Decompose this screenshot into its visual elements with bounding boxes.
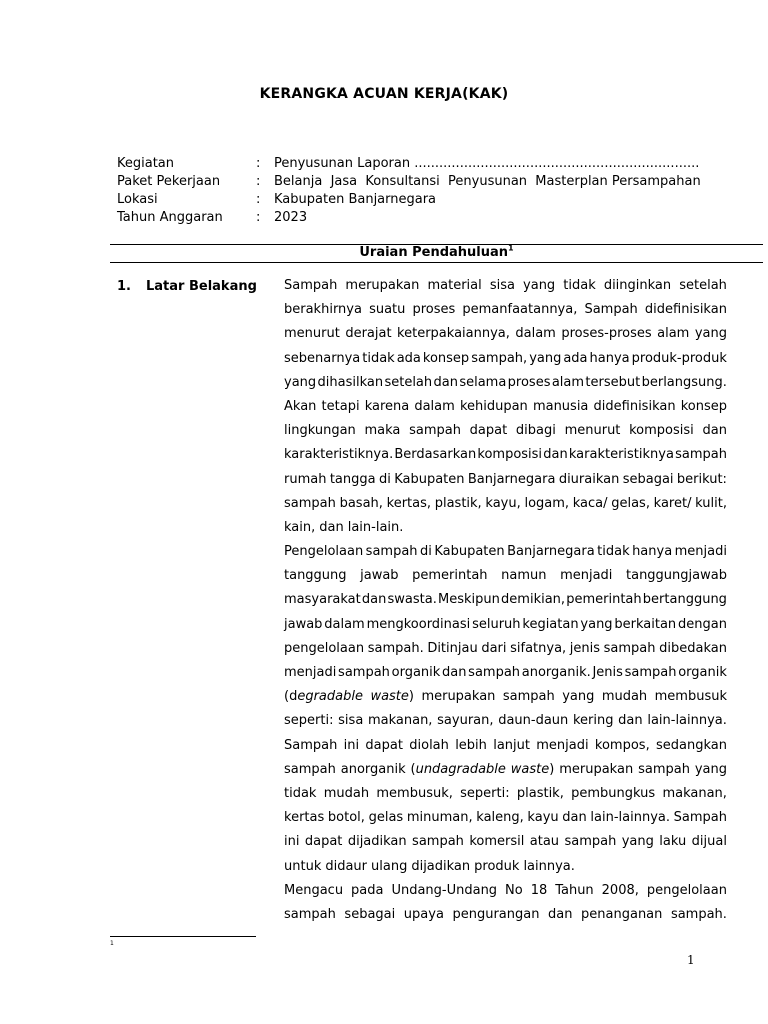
body-word: Kabupaten [434, 544, 505, 560]
body-line [284, 685, 727, 709]
body-word: diinginkan [603, 278, 672, 293]
body-word: Pengelolaan [284, 544, 364, 560]
body-word: kaleng, [476, 810, 524, 826]
body-word: manusia [532, 398, 589, 414]
meta-colon: : [256, 192, 261, 207]
body-text [284, 274, 727, 927]
body-line [284, 830, 727, 854]
body-word: menurut [564, 423, 621, 439]
body-word: mudah [601, 689, 648, 705]
body-word: jawab [284, 616, 323, 632]
body-word: di [378, 471, 391, 487]
body-word: kulit, [695, 495, 727, 511]
body-word: Ditinjau [427, 640, 478, 656]
body-word: produk [474, 858, 520, 874]
body-word: kain, [284, 519, 316, 535]
body-word: ada [396, 350, 421, 366]
body-word: lebih [455, 737, 487, 753]
body-word: organik [678, 665, 727, 680]
body-word: mudah [323, 785, 370, 801]
body-line [284, 734, 727, 758]
meta-row-paket-pekerjaan [117, 173, 701, 191]
body-word: alam [657, 326, 690, 342]
body-word: lainnya. [523, 858, 575, 874]
body-word: waste) [370, 689, 414, 705]
meta-row-tahun-anggaran [117, 209, 701, 227]
body-line [284, 395, 727, 419]
body-word: komposisi [477, 447, 543, 463]
body-word: demikian, [501, 592, 566, 608]
body-word: menjadi [674, 544, 727, 560]
body-word: botol, [327, 810, 365, 826]
body-word: Tahun [555, 882, 594, 898]
body-word: jawab [360, 568, 399, 584]
body-line [284, 709, 727, 733]
body-word: didefinisikan [593, 398, 676, 414]
body-word: kegiatan [522, 616, 579, 632]
body-word: dan [562, 810, 587, 826]
body-word: sisa [338, 713, 364, 729]
body-word: bertanggung [642, 592, 727, 608]
meta-row-lokasi [117, 191, 701, 209]
body-word: waste) [510, 761, 555, 777]
body-word: membusuk [654, 689, 727, 705]
body-word: sisa [489, 278, 515, 293]
body-line [284, 274, 727, 298]
body-word: Sampah [584, 302, 638, 318]
body-word: yang [694, 761, 727, 777]
section-heading-text: Uraian Pendahuluan [359, 245, 509, 260]
body-word: karakteristiknya [568, 447, 674, 463]
body-word: makanan, [662, 785, 727, 801]
body-word: yang [621, 834, 654, 850]
footnote-divider [110, 936, 256, 937]
body-word: didefinisikan [644, 302, 727, 318]
body-word: yang [580, 616, 613, 632]
body-word: lain-lainnya. [647, 713, 727, 729]
body-word: material [427, 278, 482, 293]
body-line [284, 855, 727, 879]
body-word: produk-produk [631, 350, 727, 366]
body-word: gelas, [611, 495, 650, 511]
body-word: keterpakaiannya, [397, 326, 510, 342]
body-word: suatu [369, 302, 406, 318]
body-word: berakhirnya [284, 302, 362, 318]
body-word: kompos, [594, 737, 650, 753]
body-word: dapat [469, 423, 508, 439]
body-word: dalam [414, 398, 455, 414]
body-word: minuman, [406, 810, 473, 826]
body-word: sebagai [344, 906, 396, 922]
body-word: seperti: [284, 713, 334, 729]
body-word: sampah [412, 834, 464, 850]
body-word: basah, [339, 495, 383, 511]
body-word: menjadi [284, 665, 337, 680]
body-word: kaca/ [572, 495, 608, 511]
body-word: sampah [675, 447, 727, 463]
body-word: hanya [589, 350, 630, 366]
body-word: dan [319, 519, 344, 535]
body-word: tidak [284, 785, 317, 801]
body-word: (degradable [284, 689, 363, 705]
body-word: logam, [524, 495, 570, 511]
body-word: seluruh [472, 616, 521, 632]
body-line [284, 443, 727, 467]
meta-value: Penyusunan Laporan ..................................................................... [274, 156, 700, 171]
body-word: ada [563, 350, 588, 366]
footnote-mark: 1 [110, 940, 114, 947]
body-word: 2008, [601, 882, 639, 898]
body-word: anorganik [340, 761, 406, 777]
body-word: (undagradable [410, 761, 506, 777]
body-word: komposisi [629, 423, 694, 439]
body-word: konsep [680, 398, 727, 414]
body-word: diolah [409, 737, 449, 753]
body-word: makanan, [367, 713, 433, 729]
meta-value: Kabupaten Banjarnegara [274, 192, 437, 207]
body-word: komersil [469, 834, 525, 850]
body-word: tidak [597, 544, 630, 560]
body-word: Kabupaten [394, 471, 465, 487]
body-word: di [420, 544, 432, 560]
body-line [284, 637, 727, 661]
body-line [284, 782, 727, 806]
body-word: kertas, [386, 495, 432, 511]
body-word: proses [412, 302, 456, 318]
body-word: dan [702, 423, 727, 439]
body-word: sebagai [622, 471, 674, 487]
body-word: sampah [284, 495, 336, 511]
body-word: dan [361, 592, 387, 608]
body-word: diuraikan [558, 471, 620, 487]
body-word: setelah [384, 374, 433, 390]
body-word: dari [481, 640, 507, 656]
body-word: merupakan [421, 689, 496, 705]
body-word: No [505, 882, 523, 898]
body-word: dijadikan [347, 834, 407, 850]
body-word: lain-lain. [347, 519, 404, 535]
body-word: sampah [338, 665, 390, 680]
body-line [284, 540, 727, 564]
body-word: Sampah [673, 810, 727, 826]
body-word: sampah [564, 834, 617, 850]
body-word: lain-lainnya. [590, 810, 670, 826]
body-word: dapat [365, 737, 403, 753]
body-word: dibagi [515, 423, 556, 439]
body-word: upaya [403, 906, 444, 922]
body-word: karet/ [653, 495, 692, 511]
body-line [284, 298, 727, 322]
body-word: sampah [638, 761, 690, 777]
document-meta [117, 155, 701, 227]
body-word: seperti: [460, 785, 510, 801]
body-word: membusuk, [376, 785, 453, 801]
meta-colon: : [256, 156, 261, 171]
body-word: plastik, [434, 495, 482, 511]
body-word: konsep [422, 350, 470, 366]
body-word: yang [523, 278, 556, 293]
body-word: tanggung [284, 568, 347, 584]
body-word: sebenarnya [284, 350, 361, 366]
body-word: plastik, [516, 785, 564, 801]
footnote-reference: 1 [508, 243, 514, 253]
body-word: berlangsung. [641, 374, 727, 390]
body-word: sampah [284, 906, 336, 922]
body-word: tetapi [321, 398, 360, 414]
body-word: pengelolaan [284, 640, 365, 656]
body-word: daun-daun [498, 713, 569, 729]
body-line [284, 879, 727, 903]
meta-label: Paket Pekerjaan [117, 174, 221, 189]
body-word: untuk [284, 858, 322, 874]
section-heading [110, 245, 763, 261]
body-word: tidak [563, 278, 596, 293]
body-word: organik [391, 665, 441, 680]
body-word: sampah [624, 665, 677, 680]
body-line [284, 661, 727, 685]
body-line [284, 468, 727, 492]
body-word: Sampah [284, 278, 338, 293]
body-word: yang [562, 689, 595, 705]
body-word: tanggungjawab [626, 568, 727, 584]
body-word: tersebut [585, 374, 641, 390]
body-word: lingkungan [284, 423, 356, 439]
body-word: jenis [569, 640, 601, 656]
body-word: sampah [409, 423, 461, 439]
body-word: ulang [371, 858, 408, 874]
body-word: dijual [691, 834, 727, 850]
body-word: sifatnya, [510, 640, 567, 656]
body-word: kayu [527, 810, 559, 826]
body-word: sayuran, [437, 713, 494, 729]
body-word: sampah. [367, 640, 424, 656]
body-line [284, 806, 727, 830]
body-word: pada [351, 882, 384, 898]
body-word: penanganan [581, 906, 663, 922]
meta-label: Kegiatan [117, 156, 175, 171]
meta-colon: : [256, 210, 261, 225]
body-word: alam [551, 374, 585, 390]
body-word: berkaitan [614, 616, 677, 632]
body-word: merupakan [559, 761, 634, 777]
body-word: masyarakat [284, 592, 361, 608]
body-word: Mengacu [284, 882, 344, 898]
body-word: pembungkus [571, 785, 656, 801]
body-word: sampah, [471, 350, 528, 366]
body-line [284, 516, 727, 540]
body-line [284, 758, 727, 782]
body-word: sampah [468, 665, 521, 680]
body-word: menjadi [536, 737, 589, 753]
body-word: tangga [329, 471, 376, 487]
body-word: kayu, [485, 495, 521, 511]
body-word: Banjarnegara [467, 471, 556, 487]
body-word: yang [284, 374, 317, 390]
section-divider-bottom [110, 262, 763, 263]
body-line [284, 903, 727, 927]
body-word: Undang-Undang [391, 882, 498, 898]
document-title: KERANGKA ACUAN KERJA(KAK) [259, 86, 509, 102]
body-word: proses-proses [561, 326, 652, 342]
body-word: proses [507, 374, 551, 390]
body-line [284, 588, 727, 612]
item-number: 1. [117, 279, 131, 294]
page-number: 1 [687, 953, 695, 967]
body-word: atau [529, 834, 560, 850]
body-line [284, 322, 727, 346]
body-word: lanjut [493, 737, 530, 753]
body-word: tidak [362, 350, 395, 366]
body-word: kehidupan [459, 398, 528, 414]
body-word: menurut [284, 326, 340, 342]
body-word: Berdasarkan [394, 447, 477, 463]
item-label: Latar Belakang [146, 279, 257, 294]
body-word: Sampah [284, 737, 338, 753]
body-word: dan [433, 374, 458, 390]
body-word: mengkoordinasi [366, 616, 471, 632]
body-line [284, 492, 727, 516]
body-word: 18 [530, 882, 548, 898]
body-word: selama [459, 374, 507, 390]
body-word: ini [343, 737, 360, 753]
body-word: dan [548, 906, 573, 922]
body-word: derajat [345, 326, 392, 342]
body-word: sampah [603, 640, 656, 656]
body-word: laku [659, 834, 687, 850]
body-word: pengelolaan [646, 882, 727, 898]
meta-colon: : [256, 174, 261, 189]
body-word: berikut: [676, 471, 727, 487]
body-word: hanya [632, 544, 673, 560]
body-word: dihasilkan [317, 374, 384, 390]
body-line [284, 613, 727, 637]
meta-value: Belanja Jasa Konsultansi Penyusunan Masterplan Persampahan [274, 174, 701, 189]
body-word: karena [364, 398, 410, 414]
body-word: dalam [515, 326, 556, 342]
body-line [284, 564, 727, 588]
body-word: sampah [284, 761, 336, 777]
body-word: maka [364, 423, 401, 439]
body-word: merupakan [345, 278, 420, 293]
body-word: pengurangan [452, 906, 540, 922]
body-word: yang [694, 326, 727, 342]
body-word: namun [501, 568, 547, 584]
body-word: dijadikan [411, 858, 471, 874]
body-word: sampah [365, 544, 418, 560]
body-word: didaur [325, 858, 368, 874]
body-word: Banjarnegara [507, 544, 595, 560]
body-word: kertas [284, 810, 325, 826]
body-word: dibedakan [659, 640, 727, 656]
body-word: kering [572, 713, 614, 729]
body-line [284, 419, 727, 443]
body-word: dapat [304, 834, 343, 850]
body-word: karakteristiknya. [284, 447, 394, 463]
body-word: gelas [368, 810, 404, 826]
body-word: rumah [284, 471, 327, 487]
meta-row-kegiatan [117, 155, 701, 173]
body-word: pemanfaatannya, [462, 302, 578, 318]
body-word: menjadi [560, 568, 613, 584]
body-line [284, 347, 727, 371]
body-line [284, 371, 727, 395]
body-word: pemerintah [566, 592, 642, 608]
body-word: sampah [502, 689, 555, 705]
body-word: setelah [679, 278, 727, 293]
body-word: dan [442, 665, 467, 680]
body-word: Jenis [592, 665, 623, 680]
body-word: dalam [324, 616, 365, 632]
body-word: sedangkan [656, 737, 727, 753]
meta-label: Tahun Anggaran [117, 210, 223, 225]
body-word: swasta. [387, 592, 437, 608]
body-word: yang [529, 350, 562, 366]
body-word: Akan [284, 398, 317, 414]
body-word: dan [618, 713, 643, 729]
meta-label: Lokasi [117, 192, 158, 207]
body-word: Meskipun [438, 592, 500, 608]
body-word: ini [284, 834, 300, 850]
meta-value: 2023 [274, 210, 308, 225]
body-word: dengan [678, 616, 727, 632]
body-word: pemerintah [412, 568, 488, 584]
body-word: anorganik. [521, 665, 591, 680]
body-word: dan [543, 447, 568, 463]
body-word: sampah. [670, 906, 727, 922]
